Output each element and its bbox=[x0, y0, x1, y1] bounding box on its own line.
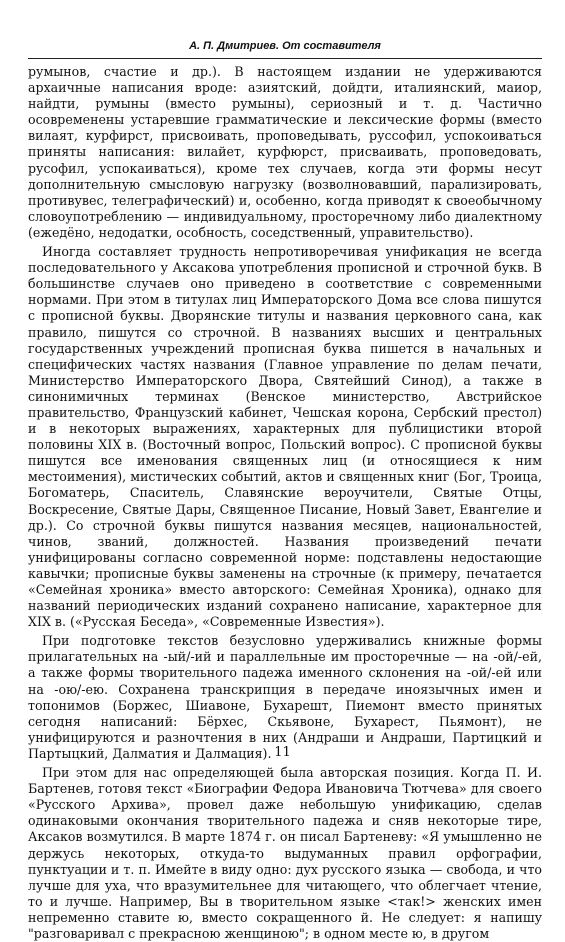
body-text bbox=[28, 64, 542, 942]
running-header: А. П. Дмитриев. От составителя bbox=[189, 40, 381, 52]
paragraph-orthography-continued: румынов, счастие и др.). В настоящем издании не удерживаются архаичные написания вроде: азиятский, дойдти, италиянский, маиор, найдти, румыны (вместо румыны), сериозный и т. д. Частично осовременены устаревшие грамматические и лексические формы (вместо вилаят, курфирст, присвоивать, проповедывать, руссофил, успокоиваться приняты написания: вилайет, курфюрст, присваивать, проповедовать, русофил, успокаиваться), кроме тех случаев, когда эти формы несут дополнительную смысловую нагрузку (возволновавший, парализировать, противувес, телеграфический) и, особенно, когда приводят к своеобычному словоупотреблению — индивидуальному, просторечному либо диалектному (ежедёно, недодатки, особность, соседственный, управительство). bbox=[28, 64, 542, 240]
page-number: 11 bbox=[274, 745, 291, 760]
header-rule bbox=[28, 58, 542, 59]
paragraph-adjective-forms: При подготовке текстов безусловно удерживались книжные формы прилагательных на -ый/-ий и параллельные им просторечные — на -ой/-ей, а также формы творительного падежа именного склонения на -ой/-ей или на -ою/-ею. Сохранена транскрипция в передаче иноязычных имен и топонимов (Боржес, Шиавоне, Бухарешт, Пиемонт вместо принятых сегодня написаний: Бёрхес, Скьявоне, Бухарест, Пьямонт), не унифицируются и разночтения в них (Андраши и Андраши, Партицкий и Партыцкий, Далматия и Далмация). bbox=[28, 633, 542, 761]
paragraph-author-position: При этом для нас определяющей была авторская позиция. Когда П. И. Бартенев, готовя текст «Биографии Федора Ивановича Тютчева» для своего «Русского Архива», провел даже небольшую унификацию, сделав одинаковыми окончания творительного падежа и сняв некоторые тире, Аксаков возмутился. В марте 1874 г. он писал Бартеневу: «Я умышленно не держусь некоторых, откуда-то выдуманных правил орфографии, пунктуации и т. п. Имейте в виду одно: дух русского языка — свобода, и что лучше для уха, что вразумительнее для читающего, что облегчает чтение, то и лучше. Например, Вы в творительном языке <так!> женских имен непременно ставите ю, вместо сокращенного й. Не следует: я напишу "разговаривал с прекрасною женщиною"; в одном месте ю, в другом bbox=[28, 765, 542, 941]
paragraph-capitalization: Иногда составляет трудность непротиворечивая унификация не всегда последовательного у Аксакова употребления прописной и строчной букв. В большинстве случаев оно приведено в соответствие с современными нормами. При этом в титулах лиц Императорского Дома все слова пишутся с прописной буквы. Дворянские титулы и названия церковного сана, как правило, пишутся со строчной. В названиях высших и центральных государственных учреждений прописная буква пишется в начальных и специфических частях названия (Главное управление по делам печати, Министерство Императорского Двора, Святейший Синод), а также в синонимичных терминах (Венское министерство, Австрийское правительство, Французский кабинет, Чешская корона, Сербский престол) и в некоторых выражениях, характерных для публицистики второй половины XIX в. (Восточный вопрос, Польский вопрос). С прописной буквы пишутся все именования священных лиц (и относящиеся к ним местоимения), мистических событий, актов и священных книг (Бог, Троица, Богоматерь, Спаситель, Славянские вероучители, Святые Отцы, Воскресение, Святые Дары, Священное Писание, Новый Завет, Евангелие и др.). Со строчной буквы пишутся названия месяцев, национальностей, чинов, званий, должностей. Названия произведений печати унифицированы согласно современной норме: подставлены недостающие кавычки; прописные буквы заменены на строчные (к примеру, печатается «Семейная хроника» вместо авторского: Семейная Хроника), однако для названий периодических изданий сохранено написание, характерное для XIX в. («Русская Беседа», «Современные Известия»). bbox=[28, 244, 542, 630]
